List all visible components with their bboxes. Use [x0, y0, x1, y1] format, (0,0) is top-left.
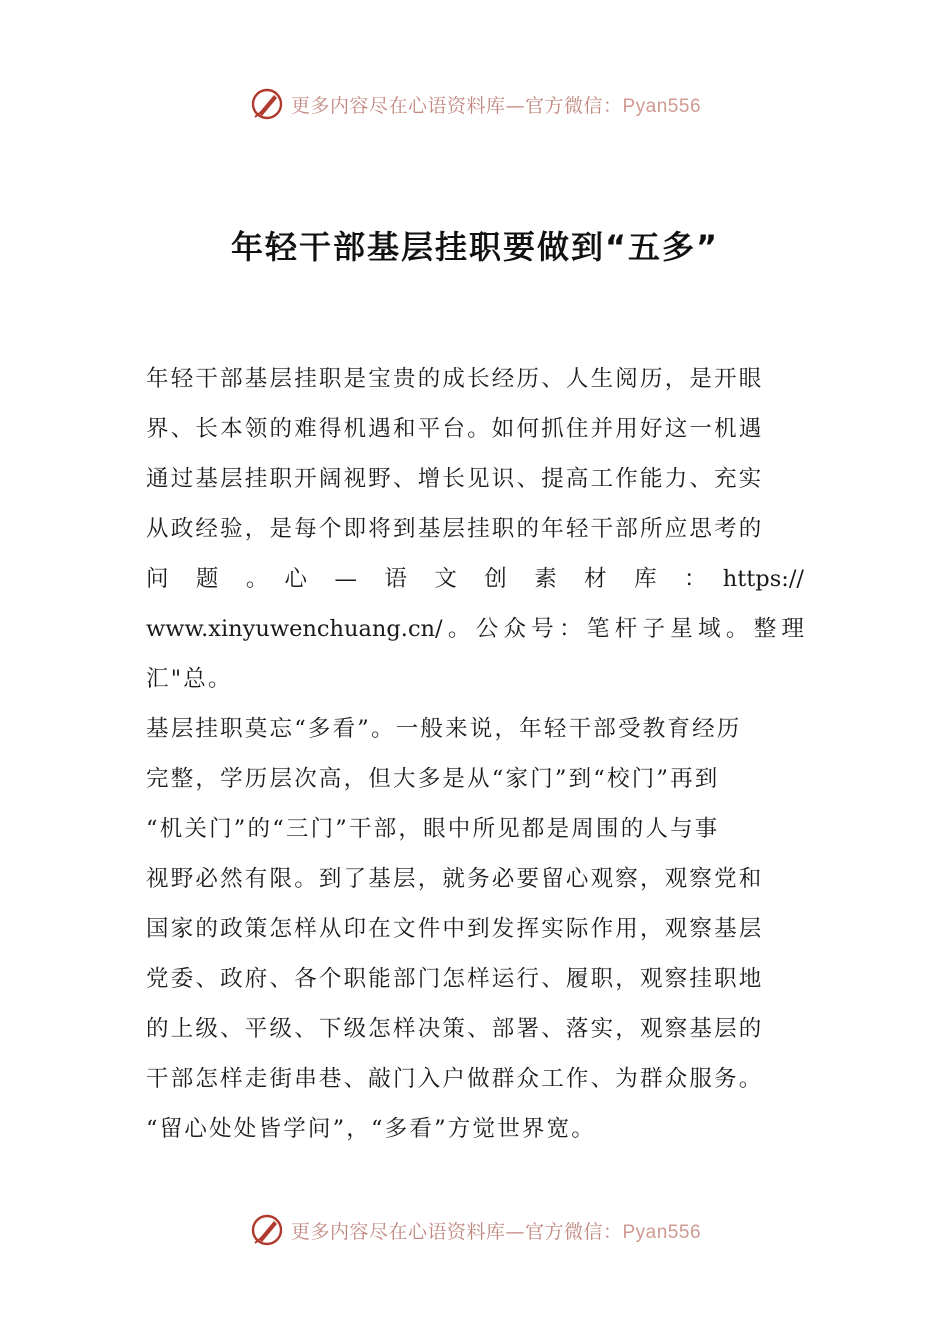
- watermark-text: 更多内容尽在心语资料库—官方微信：Pyan556: [290, 1220, 702, 1243]
- text-line: 国家的政策怎样从印在文件中到发挥实际作用，观察基层: [146, 916, 764, 942]
- text-line: 从政经验，是每个即将到基层挂职的年轻干部所应思考的: [146, 516, 764, 542]
- text-line: 基层挂职莫忘“多看”。一般来说，年轻干部受教育经历: [146, 716, 742, 742]
- document-body: [146, 354, 804, 1154]
- text-line: 问 题 。 心 — 语 文 创 素 材 库 ： https://: [146, 566, 804, 592]
- text-line: 的上级、平级、下级怎样决策、部署、落实，观察基层的: [146, 1016, 764, 1042]
- paragraph: [146, 704, 804, 1154]
- text-line: 完整，学历层次高，但大多是从“家门”到“校门”再到: [146, 766, 720, 792]
- text-line: 年轻干部基层挂职是宝贵的成长经历、人生阅历，是开眼: [146, 366, 764, 392]
- text-line: 通过基层挂职开阔视野、增长见识、提高工作能力、充实: [146, 466, 764, 492]
- text-line: www.xinyuwenchuang.cn/。公众号：笔杆子星域。整理: [146, 616, 804, 642]
- pen-logo-icon: [249, 86, 285, 122]
- text-line: 界、长本领的难得机遇和平台。如何抓住并用好这一机遇: [146, 416, 764, 442]
- pen-logo-icon: [249, 1212, 285, 1248]
- wechat-id: Pyan556: [622, 95, 702, 117]
- watermark-text: 更多内容尽在心语资料库—官方微信：Pyan556: [290, 94, 702, 117]
- footer-watermark: [0, 1208, 950, 1252]
- wechat-id: Pyan556: [622, 1221, 702, 1243]
- text-line: “留心处处皆学问”，“多看”方觉世界宽。: [146, 1116, 597, 1142]
- text-line: 汇"总。: [146, 666, 233, 692]
- text-line: 干部怎样走街串巷、敲门入户做群众工作、为群众服务。: [146, 1066, 764, 1092]
- text-line: “机关门”的“三门”干部，眼中所见都是周围的人与事: [146, 816, 720, 842]
- text-line: 视野必然有限。到了基层，就务必要留心观察，观察党和: [146, 866, 764, 892]
- document-title: 年轻干部基层挂职要做到“五多”: [230, 228, 720, 266]
- text-line: 党委、政府、各个职能部门怎样运行、履职，观察挂职地: [146, 966, 764, 992]
- header-watermark: [0, 82, 950, 126]
- paragraph: [146, 354, 804, 704]
